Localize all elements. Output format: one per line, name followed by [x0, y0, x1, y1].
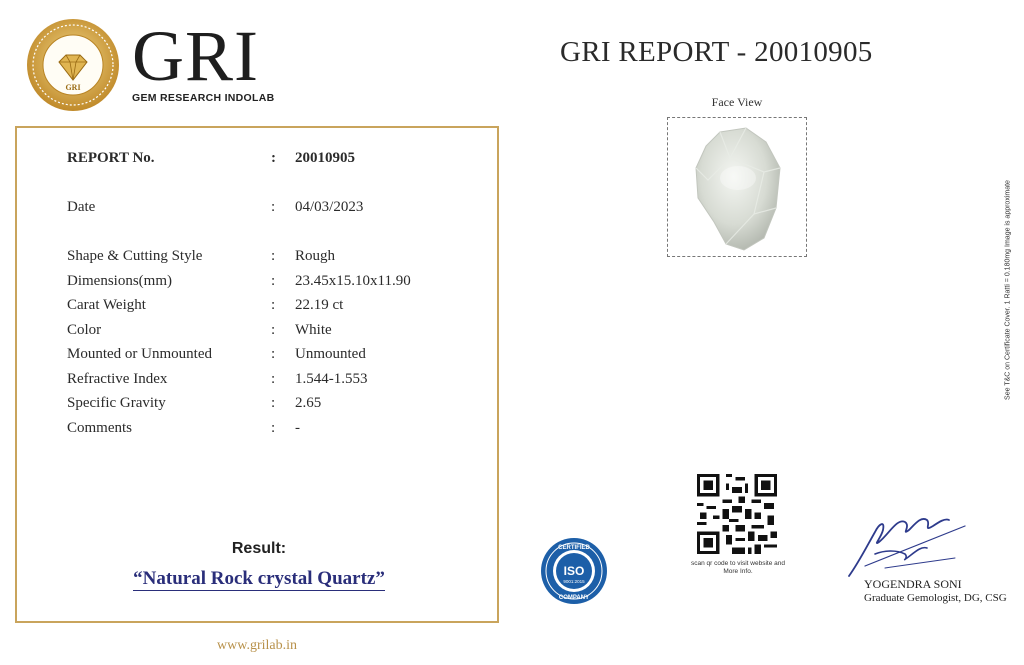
field-label: Carat Weight — [67, 297, 146, 313]
field-label: Date — [67, 199, 96, 215]
field-value: 2.65 — [295, 395, 322, 411]
report-title: GRI REPORT - 20010905 — [560, 36, 873, 68]
iso-text-main: ISO — [563, 564, 585, 578]
field-value: 04/03/2023 — [295, 199, 364, 215]
field-value: 22.19 ct — [295, 297, 344, 313]
field-value: 20010905 — [295, 150, 355, 166]
brand — [132, 16, 275, 104]
field-separator: : — [271, 420, 276, 436]
signature-image — [845, 506, 975, 580]
field-value: - — [295, 420, 300, 436]
field-label: Mounted or Unmounted — [67, 346, 212, 362]
website-link[interactable]: www.grilab.in — [217, 638, 297, 653]
field-label: Shape & Cutting Style — [67, 248, 203, 264]
gem-photo — [668, 118, 806, 256]
face-view-label: Face View — [711, 95, 763, 109]
brand-name: GRI — [132, 16, 259, 96]
field-label: Color — [67, 322, 102, 338]
svg-text:GRI: GRI — [65, 83, 81, 92]
field-value: Unmounted — [295, 346, 366, 362]
gri-seal-logo — [26, 18, 120, 112]
field-separator: : — [271, 150, 276, 166]
signatory-title: Graduate Gemologist, DG, CSG — [864, 592, 1007, 604]
signatory-name: YOGENDRA SONI — [864, 577, 962, 591]
field-separator: : — [271, 371, 276, 387]
result-value-text: “Natural Rock crystal Quartz” — [133, 568, 385, 589]
field-separator: : — [271, 322, 276, 338]
field-value: White — [295, 322, 332, 338]
field-label: Specific Gravity — [67, 395, 166, 411]
side-note: See T&C on Certificate Cover. 1 Ratti = 0.180mg Image is approximate — [1004, 180, 1012, 400]
field-value: Rough — [295, 248, 336, 264]
field-separator: : — [271, 395, 276, 411]
field-label: Comments — [67, 420, 133, 436]
iso-text-bottom: COMPANY — [558, 595, 590, 601]
field-value: 23.45x15.10x11.90 — [295, 273, 411, 289]
result-value — [17, 568, 501, 590]
field-label: REPORT No. — [67, 150, 155, 166]
field-label: Dimensions(mm) — [67, 273, 172, 289]
field-value: 1.544-1.553 — [295, 371, 368, 387]
field-separator: : — [271, 199, 276, 215]
field-separator: : — [271, 346, 276, 362]
iso-certified-badge — [540, 537, 608, 605]
gem-photo-frame — [667, 117, 807, 257]
qr-code[interactable] — [697, 474, 777, 554]
field-separator: : — [271, 248, 276, 264]
qr-caption: scan qr code to visit website and More Info. — [691, 560, 785, 575]
field-separator: : — [271, 297, 276, 313]
result-label: Result: — [231, 540, 287, 557]
field-separator: : — [271, 273, 276, 289]
report-details-panel — [15, 126, 499, 623]
brand-subtitle: GEM RESEARCH INDOLAB — [132, 92, 275, 104]
iso-text-top: CERTIFIED — [558, 545, 590, 551]
field-label: Refractive Index — [67, 371, 168, 387]
iso-text-standard: 9001:2015 — [563, 579, 585, 584]
